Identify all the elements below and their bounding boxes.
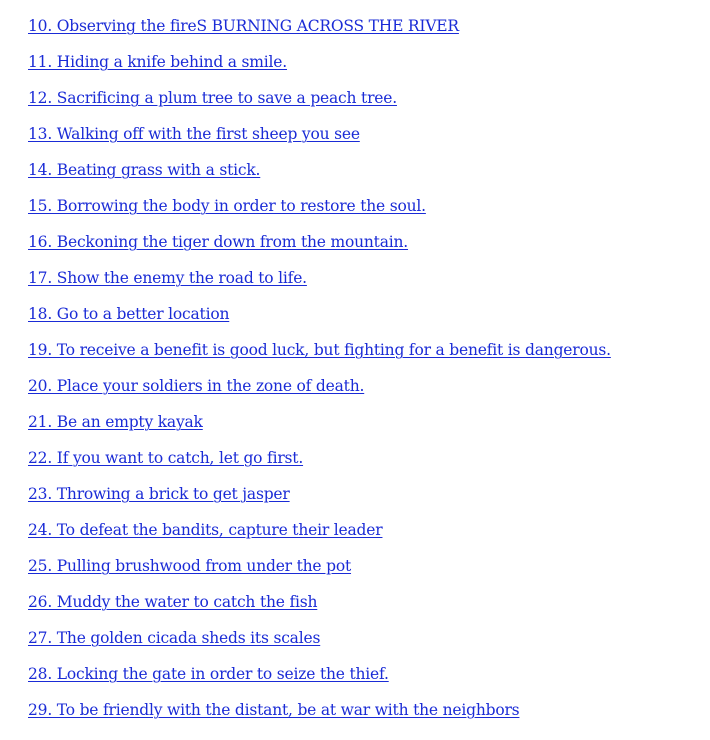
- list-item: [28, 696, 698, 732]
- list-item: [28, 444, 698, 480]
- strategy-link-28[interactable]: 28. Locking the gate in order to seize the thief.: [28, 665, 389, 683]
- strategy-link-26[interactable]: 26. Muddy the water to catch the fish: [28, 593, 318, 611]
- strategy-link-24[interactable]: 24. To defeat the bandits, capture their leader: [28, 521, 383, 539]
- strategy-link-19[interactable]: 19. To receive a benefit is good luck, but fighting for a benefit is dangerous.: [28, 341, 611, 359]
- list-item: [28, 408, 698, 444]
- list-item: [28, 372, 698, 408]
- strategy-link-13[interactable]: 13. Walking off with the first sheep you see: [28, 125, 360, 143]
- list-item: [28, 336, 698, 372]
- list-item: [28, 588, 698, 624]
- strategy-link-list: [28, 12, 698, 732]
- strategy-link-22[interactable]: 22. If you want to catch, let go first.: [28, 449, 304, 467]
- strategy-link-20[interactable]: 20. Place your soldiers in the zone of death.: [28, 377, 365, 395]
- list-item: [28, 552, 698, 588]
- list-item: [28, 624, 698, 660]
- strategy-link-17[interactable]: 17. Show the enemy the road to life.: [28, 269, 307, 287]
- strategy-link-21[interactable]: 21. Be an empty kayak: [28, 413, 203, 431]
- strategy-link-10[interactable]: 10. Observing the fireS BURNING ACROSS THE RIVER: [28, 17, 459, 35]
- list-item: [28, 228, 698, 264]
- strategy-link-11[interactable]: 11. Hiding a knife behind a smile.: [28, 53, 288, 71]
- list-item: [28, 156, 698, 192]
- list-item: [28, 516, 698, 552]
- strategy-link-25[interactable]: 25. Pulling brushwood from under the pot: [28, 557, 352, 575]
- strategy-link-14[interactable]: 14. Beating grass with a stick.: [28, 161, 261, 179]
- list-item: [28, 480, 698, 516]
- list-item: [28, 660, 698, 696]
- list-item: [28, 12, 698, 48]
- list-item: [28, 192, 698, 228]
- list-item: [28, 48, 698, 84]
- strategy-link-29[interactable]: 29. To be friendly with the distant, be at war with the neighbors: [28, 701, 520, 719]
- strategy-link-16[interactable]: 16. Beckoning the tiger down from the mountain.: [28, 233, 409, 251]
- list-item: [28, 300, 698, 336]
- list-item: [28, 84, 698, 120]
- strategy-link-15[interactable]: 15. Borrowing the body in order to restore the soul.: [28, 197, 426, 215]
- strategy-link-12[interactable]: 12. Sacrificing a plum tree to save a peach tree.: [28, 89, 397, 107]
- strategy-link-18[interactable]: 18. Go to a better location: [28, 305, 230, 323]
- strategy-link-23[interactable]: 23. Throwing a brick to get jasper: [28, 485, 290, 503]
- strategy-link-27[interactable]: 27. The golden cicada sheds its scales: [28, 629, 321, 647]
- list-item: [28, 120, 698, 156]
- list-item: [28, 264, 698, 300]
